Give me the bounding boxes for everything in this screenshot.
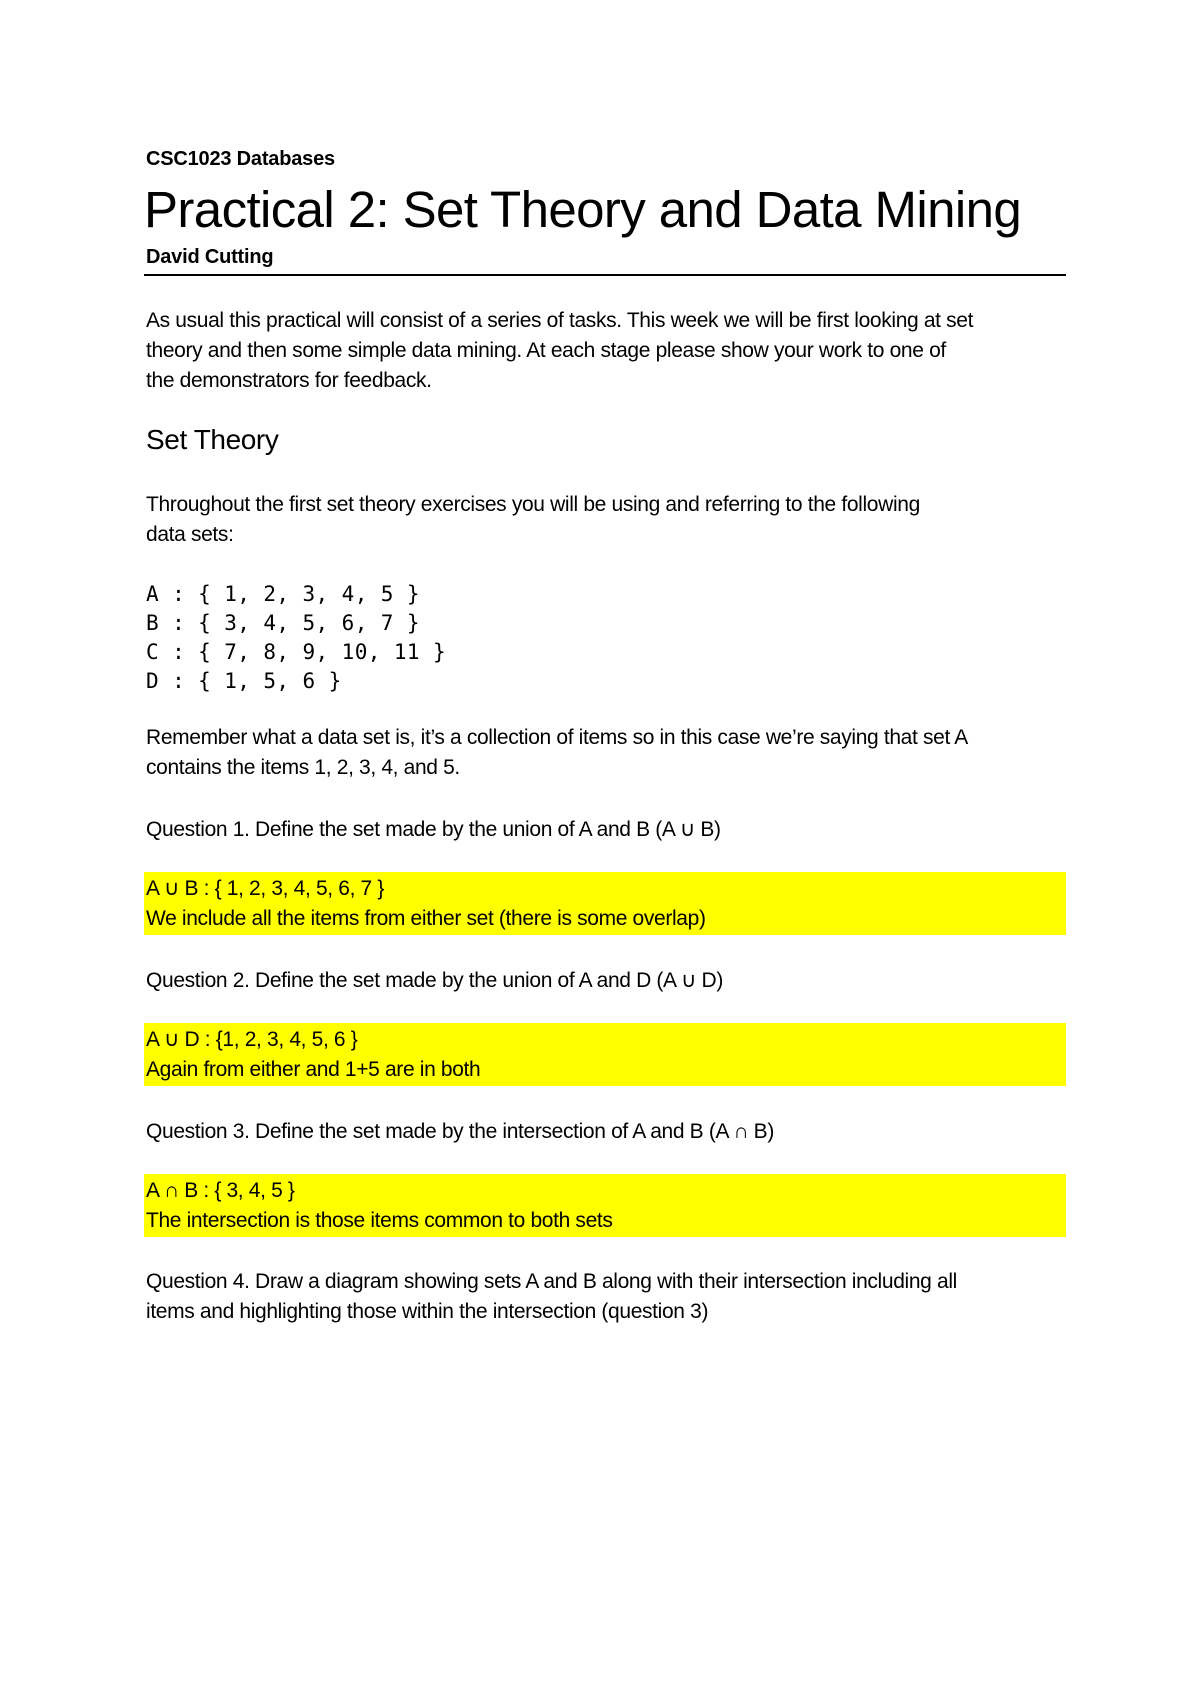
set-c: C : { 7, 8, 9, 10, 11 } xyxy=(146,640,446,664)
title-divider xyxy=(144,274,1066,276)
set-a: A : { 1, 2, 3, 4, 5 } xyxy=(146,582,420,606)
answer-1-highlight xyxy=(144,872,1066,935)
reminder-paragraph xyxy=(146,723,1066,783)
answer-2-highlight xyxy=(144,1023,1066,1086)
sets-intro-line: data sets: xyxy=(146,523,234,546)
course-code: CSC1023 Databases xyxy=(146,148,335,170)
question-4-line: Question 4. Draw a diagram showing sets A and B along with their intersection including all xyxy=(146,1270,957,1293)
set-b: B : { 3, 4, 5, 6, 7 } xyxy=(146,611,420,635)
intro-line: the demonstrators for feedback. xyxy=(146,369,432,392)
data-sets-block xyxy=(146,580,446,696)
reminder-line: Remember what a data set is, it’s a collection of items so in this case we’re saying that set A xyxy=(146,726,968,749)
intro-paragraph xyxy=(146,306,1066,396)
question-4-line: items and highlighting those within the intersection (question 3) xyxy=(146,1300,709,1323)
reminder-line: contains the items 1, 2, 3, 4, and 5. xyxy=(146,756,460,779)
sets-intro-line: Throughout the first set theory exercises you will be using and referring to the following xyxy=(146,493,920,516)
sets-intro-paragraph xyxy=(146,490,1066,550)
page-title: Practical 2: Set Theory and Data Mining xyxy=(144,181,1022,238)
question-2: Question 2. Define the set made by the union of A and D (A ∪ D) xyxy=(146,969,724,992)
answer-1-explanation: We include all the items from either set (there is some overlap) xyxy=(146,907,706,930)
answer-2-explanation: Again from either and 1+5 are in both xyxy=(146,1058,481,1081)
author-name: David Cutting xyxy=(146,246,274,268)
intro-line: As usual this practical will consist of a series of tasks. This week we will be first looking at set xyxy=(146,309,974,332)
section-heading-set-theory: Set Theory xyxy=(146,424,279,455)
answer-3-highlight xyxy=(144,1174,1066,1237)
question-3: Question 3. Define the set made by the intersection of A and B (A ∩ B) xyxy=(146,1120,774,1143)
question-4 xyxy=(146,1267,1066,1327)
set-d: D : { 1, 5, 6 } xyxy=(146,669,342,693)
answer-2-set: A ∪ D : {1, 2, 3, 4, 5, 6 } xyxy=(146,1028,358,1051)
intro-line: theory and then some simple data mining. At each stage please show your work to one of xyxy=(146,339,946,362)
answer-3-explanation: The intersection is those items common to both sets xyxy=(146,1209,613,1232)
answer-3-set: A ∩ B : { 3, 4, 5 } xyxy=(146,1179,295,1202)
question-1: Question 1. Define the set made by the union of A and B (A ∪ B) xyxy=(146,818,721,841)
answer-1-set: A ∪ B : { 1, 2, 3, 4, 5, 6, 7 } xyxy=(146,877,385,900)
